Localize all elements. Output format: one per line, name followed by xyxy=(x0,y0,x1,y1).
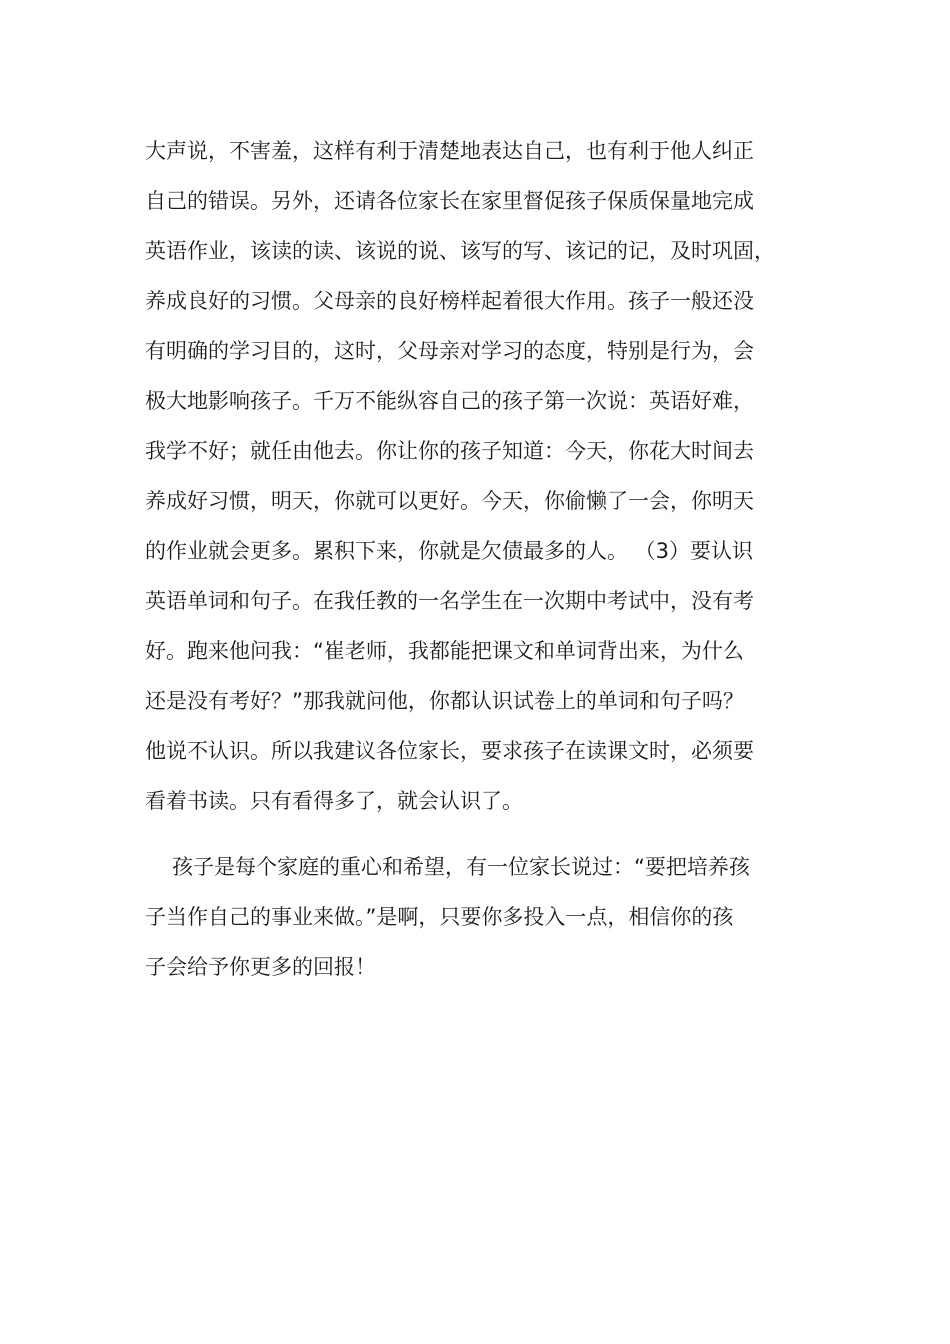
paragraph-line: 还是没有考好？”那我就问他，你都认识试卷上的单词和句子吗？ xyxy=(145,689,744,713)
paragraph-line: 的作业就会更多。累积下来，你就是欠债最多的人。 （3）要认识 xyxy=(145,539,754,563)
paragraph-line: 养成良好的习惯。父母亲的良好榜样起着很大作用。孩子一般还没 xyxy=(145,289,754,313)
paragraph-line: 极大地影响孩子。千万不能纵容自己的孩子第一次说：英语好难， xyxy=(145,389,754,413)
paragraph-line: 他说不认识。所以我建议各位家长，要求孩子在读课文时，必须要 xyxy=(145,739,754,763)
paragraph-line: 养成好习惯，明天，你就可以更好。今天，你偷懒了一会，你明天 xyxy=(145,489,754,513)
paragraph-line: 自己的错误。另外，还请各位家长在家里督促孩子保质保量地完成 xyxy=(145,189,754,213)
paragraph-line: 我学不好；就任由他去。你让你的孩子知道：今天，你花大时间去 xyxy=(145,439,754,463)
paragraph-line: 看着书读。只有看得多了，就会认识了。 xyxy=(145,789,523,813)
paragraph-line: 大声说，不害羞，这样有利于清楚地表达自己，也有利于他人纠正 xyxy=(145,139,754,163)
paragraph-line: 英语单词和句子。在我任教的一名学生在一次期中考试中，没有考 xyxy=(145,589,754,613)
paragraph-line: 有明确的学习目的，这时，父母亲对学习的态度，特别是行为，会 xyxy=(145,339,754,363)
paragraph-line: 子当作自己的事业来做。”是啊，只要你多投入一点，相信你的孩 xyxy=(145,905,734,929)
paragraph-line: 英语作业，该读的读、该说的说、该写的写、该记的记，及时巩固， xyxy=(145,239,775,263)
paragraph-line: 孩子是每个家庭的重心和希望，有一位家长说过：“要把培养孩 xyxy=(172,855,750,879)
paragraph-line: 好。跑来他问我：“崔老师，我都能把课文和单词背出来，为什么 xyxy=(145,639,744,663)
paragraph-line: 子会给予你更多的回报！ xyxy=(145,955,376,979)
